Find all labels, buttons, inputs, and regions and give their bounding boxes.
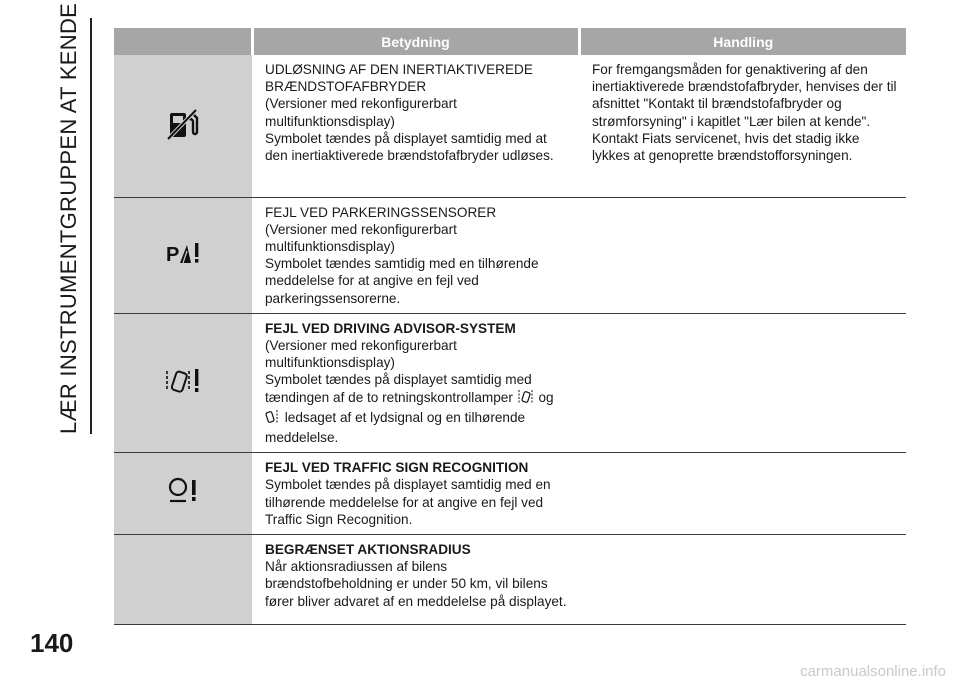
meaning-text: Symbolet tændes på displayet samtidig med en tilhørende meddelelse for at angive en fejl ved Traffic Sign Recognition. — [265, 477, 551, 527]
lane-departure-left-icon — [265, 409, 281, 429]
meaning-cell — [252, 453, 579, 535]
chapter-title: LÆR INSTRUMENTGRUPPEN AT KENDE — [56, 2, 81, 434]
action-text: For fremgangsmåden for genaktivering af den inertiaktiverede brændstofafbryder, henvises der til afsnittet "Kontakt til brændstofafbryder og strømforsyning" i kapitlet "Lær bilen at kende". Kontakt Fiats servicenet, hvis det stadig ikke lykkes at genoprette brændstofforsyningen. — [592, 62, 897, 164]
meaning-title: FEJL VED DRIVING ADVISOR-SYSTEM — [265, 320, 516, 336]
table-row — [114, 55, 906, 197]
meaning-text-b: og — [538, 389, 554, 405]
meaning-text-a: (Versioner med rekonfigurerbart multifunktionsdisplay) Symbolet tændes på displayet samtidig med tændingen af de to retningskontrollamper — [265, 337, 532, 405]
chapter-divider — [90, 18, 92, 434]
header-meaning: Betydning — [252, 28, 579, 55]
table-row — [114, 453, 906, 535]
svg-text:P: P — [166, 244, 180, 266]
fuel-cutoff-icon — [166, 107, 200, 145]
traffic-sign-fault-icon — [167, 477, 199, 509]
page-number: 140 — [30, 628, 74, 658]
header-action: Handling — [579, 28, 906, 55]
parking-sensor-fault-icon — [165, 239, 201, 271]
action-cell — [579, 197, 906, 313]
watermark: carmanualsonline.info — [800, 663, 946, 680]
table-header-row — [114, 28, 906, 55]
meaning-cell — [252, 197, 579, 313]
action-cell — [579, 534, 906, 624]
icon-cell — [114, 55, 252, 197]
table-row — [114, 313, 906, 452]
action-cell — [579, 55, 906, 197]
meaning-cell — [252, 55, 579, 197]
meaning-cell — [252, 313, 579, 452]
action-cell — [579, 313, 906, 452]
meaning-title: FEJL VED TRAFFIC SIGN RECOGNITION — [265, 460, 529, 476]
meaning-text-c: ledsaget af et lydsignal og en tilhørende meddelelse. — [265, 409, 526, 445]
meaning-title: BEGRÆNSET AKTIONSRADIUS — [265, 541, 471, 557]
action-cell — [579, 453, 906, 535]
icon-cell — [114, 534, 252, 624]
icon-cell — [114, 313, 252, 452]
meaning-cell — [252, 534, 579, 624]
table-row — [114, 197, 906, 313]
meaning-text: FEJL VED PARKERINGSSENSORER (Versioner med rekonfigurerbart multifunktionsdisplay) Symbolet tændes samtidig med en tilhørende meddelelse for at angive en fejl ved parkeringssensorerne. — [265, 204, 539, 306]
header-icon — [114, 28, 252, 55]
icon-cell — [114, 197, 252, 313]
lane-departure-icon — [517, 389, 535, 409]
driving-advisor-fault-icon — [164, 365, 202, 401]
table-row — [114, 534, 906, 624]
meaning-text: Når aktionsradiussen af bilens brændstofbeholdning er under 50 km, vil bilens fører bliver advaret af en meddelelse på displayet. — [265, 559, 567, 609]
icon-cell — [114, 453, 252, 535]
warning-lights-table — [114, 28, 906, 625]
meaning-text: UDLØSNING AF DEN INERTIAKTIVEREDE BRÆNDSTOFAFBRYDER (Versioner med rekonfigurerbart multifunktionsdisplay) Symbolet tændes på displayet samtidig med at den inertiaktiverede brændstofafbryder udløses. — [265, 62, 554, 164]
